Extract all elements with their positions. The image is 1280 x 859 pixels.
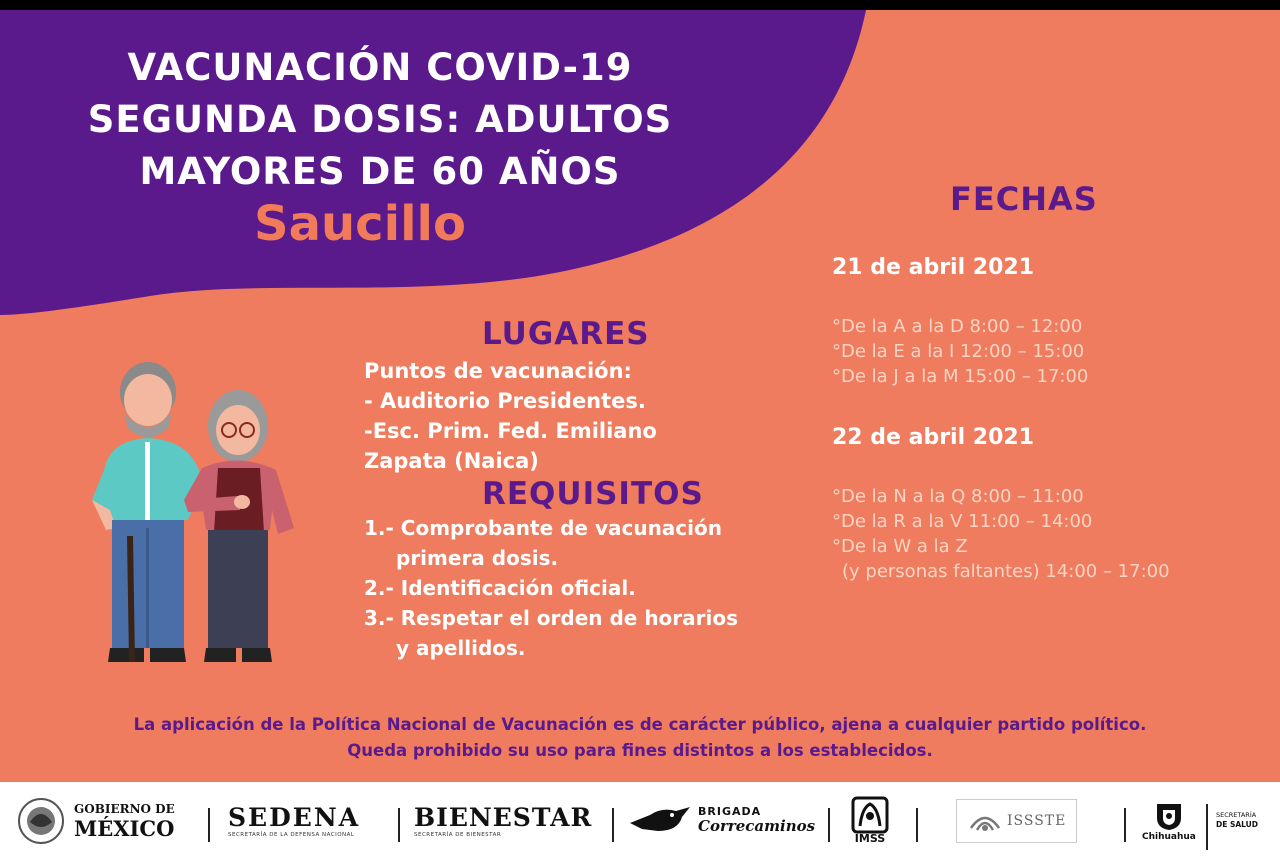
requisito-line: y apellidos. [396,636,526,660]
coat-of-arms-icon [16,796,66,846]
requisito-line: primera dosis. [396,546,559,570]
requisito-line: 3.- Respetar el orden de horarios [364,606,739,630]
separator [1124,808,1126,842]
separator [1206,804,1208,850]
lugares-line: -Esc. Prim. Fed. Emiliano [364,419,657,443]
logo-bienestar [414,782,592,859]
logo-text: ISSSTE [1007,812,1067,829]
disclaimer-line: La aplicación de la Política Nacional de Vacunación es de carácter público, ajena a cualquier partido político. [133,715,1147,734]
logo-text: Correcaminos [698,817,816,836]
schedule-slot: °De la R a la V 11:00 – 14:00 [832,511,1093,532]
city-name: Saucillo [254,196,466,252]
schedule-day-1 [832,314,1088,389]
requisito-line: 1.- Comprobante de vacunación [364,516,722,540]
logos-strip [0,782,1280,859]
lugares-heading: LUGARES [482,316,650,352]
title-line: SEGUNDA DOSIS: ADULTOS [87,98,673,141]
schedule-slot: °De la A a la D 8:00 – 12:00 [832,316,1083,337]
logo-text: GOBIERNO DE [74,801,175,816]
logo-subtext: SECRETARÍA DE BIENESTAR [414,832,502,838]
schedule-slot: °De la E a la I 12:00 – 15:00 [832,341,1085,362]
logo-text: SECRETARÍA [1216,811,1257,820]
separator [916,808,918,842]
logo-text: MÉXICO [74,815,175,841]
schedule-day-2 [832,484,1170,584]
title-line: VACUNACIÓN COVID-19 [127,46,633,89]
schedule-slot: °De la J a la M 15:00 – 17:00 [832,366,1089,387]
logo-text: BIENESTAR [414,803,593,832]
roadrunner-icon [628,801,694,841]
poster [0,10,1280,859]
separator [208,808,210,842]
schedule-slot: °De la W a la Z [832,536,968,557]
logo-imss [850,782,890,859]
lugares-intro: Puntos de vacunación: [364,359,632,383]
separator [398,808,400,842]
logo-text: DE SALUD [1216,819,1258,829]
requisito-line: 2.- Identificación oficial. [364,576,636,600]
schedule-slot: (y personas faltantes) 14:00 – 17:00 [842,561,1170,582]
disclaimer-line: Queda prohibido su uso para fines distintos a los establecidos. [347,741,933,760]
logo-text: IMSS [854,832,886,845]
requisitos-block [364,513,738,663]
logo-chihuahua [1142,782,1196,859]
logo-gobierno-mexico [16,782,175,859]
main-title [30,42,730,198]
logo-sedena [228,782,360,859]
chihuahua-shield-icon [1153,800,1185,832]
lugares-block [364,356,657,476]
logo-issste [956,782,1077,859]
lugares-line: - Auditorio Presidentes. [364,389,646,413]
date-1: 21 de abril 2021 [832,255,1035,280]
title-line: MAYORES DE 60 AÑOS [139,150,621,193]
lugares-line: Zapata (Naica) [364,449,539,473]
logo-secretaria-salud [1216,782,1258,859]
logo-text: BRIGADA [698,805,762,819]
requisitos-heading: REQUISITOS [482,476,704,512]
separator [612,808,614,842]
imss-emblem-icon [850,796,890,834]
logo-subtext: SECRETARÍA DE LA DEFENSA NACIONAL [228,832,355,838]
logo-brigada-correcaminos [628,782,815,859]
schedule-slot: °De la N a la Q 8:00 – 11:00 [832,486,1084,507]
issste-emblem-icon [967,806,1003,836]
disclaimer [0,712,1280,764]
separator [828,808,830,842]
date-2: 22 de abril 2021 [832,425,1035,450]
logo-text: Chihuahua [1142,831,1196,842]
elderly-couple-illustration [80,350,310,670]
logo-text: SEDENA [228,803,361,832]
fechas-heading: FECHAS [950,180,1098,218]
